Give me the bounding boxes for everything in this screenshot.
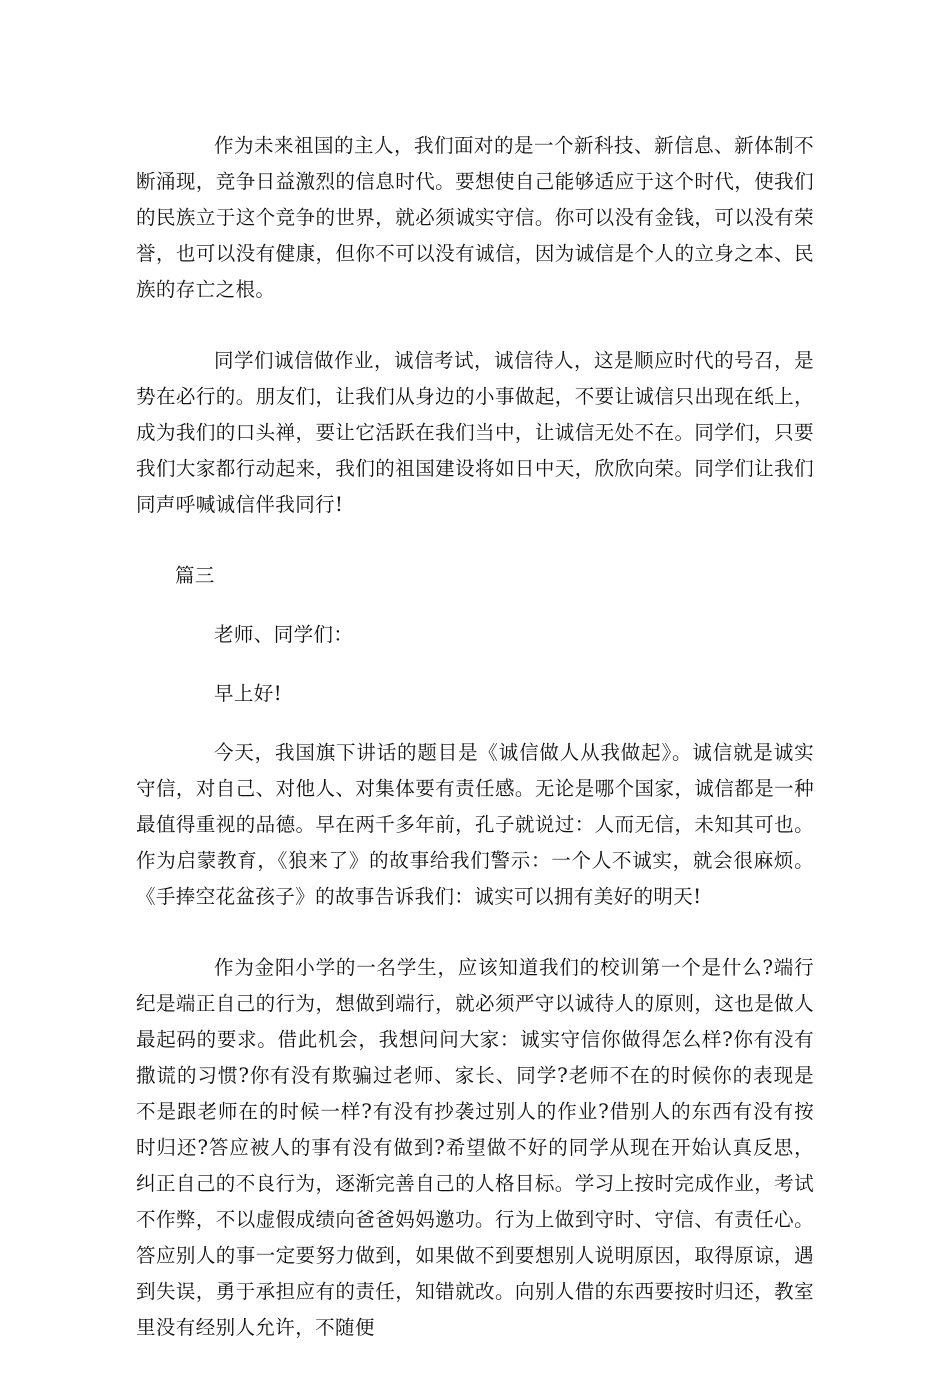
- paragraph-4: 作为金阳小学的一名学生，应该知道我们的校训第一个是什么?端行纪是端正自己的行为，想做到端行，就必须严守以诚待人的原则，这也是做人最起码的要求。借此机会，我想问问大家：诚实守信你做得怎么样?你有没有撒谎的习惯?你有没有欺骗过老师、家长、同学?老师不在的时候你的表现是不是跟老师在的时候一样?有没有抄袭过别人的作业?借别人的东西有没有按时归还?答应被人的事有没有做到?希望做不好的同学从现在开始认真反思，纠正自己的不良行为，逐渐完善自己的人格目标。学习上按时完成作业，考试不作弊，不以虚假成绩向爸爸妈妈邀功。行为上做到守时、守信、有责任心。答应别人的事一定要努力做到，如果做不到要想别人说明原因，取得原谅，遇到失误，勇于承担应有的责任，知错就改。向别人借的东西要按时归还，教室里没有经别人允许，不随便: [136, 956, 814, 1339]
- paragraph-1: 作为未来祖国的主人，我们面对的是一个新科技、新信息、新体制不断涌现，竞争日益激烈的信息时代。要想使自己能够适应于这个时代，使我们的民族立于这个竞争的世界，就必须诚实守信。你可以没有金钱，可以没有荣誉，也可以没有健康，但你不可以没有诚信，因为诚信是个人的立身之本、民族的存亡之根。: [136, 134, 814, 301]
- greeting: 早上好!: [214, 682, 282, 705]
- section-heading: 篇三: [175, 564, 215, 587]
- document-body: [136, 128, 814, 1381]
- salutation: 老师、同学们：: [214, 623, 354, 646]
- paragraph-2: 同学们诚信做作业，诚信考试，诚信待人，这是顺应时代的号召，是势在必行的。朋友们，让我们从身边的小事做起，不要让诚信只出现在纸上，成为我们的口头禅，要让它活跃在我们当中，让诚信无处不在。同学们，只要我们大家都行动起来，我们的祖国建设将如日中天，欣欣向荣。同学们让我们同声呼喊诚信伴我同行!: [136, 349, 814, 516]
- paragraph-3: 今天，我国旗下讲话的题目是《诚信做人从我做起》。诚信就是诚实守信，对自己、对他人、对集体要有责任感。无论是哪个国家，诚信都是一种最值得重视的品德。早在两千多年前，孔子就说过：人而无信，未知其可也。作为启蒙教育，《狼来了》的故事给我们警示：一个人不诚实，就会很麻烦。《手捧空花盆孩子》的故事告诉我们：诚实可以拥有美好的明天!: [136, 741, 814, 908]
